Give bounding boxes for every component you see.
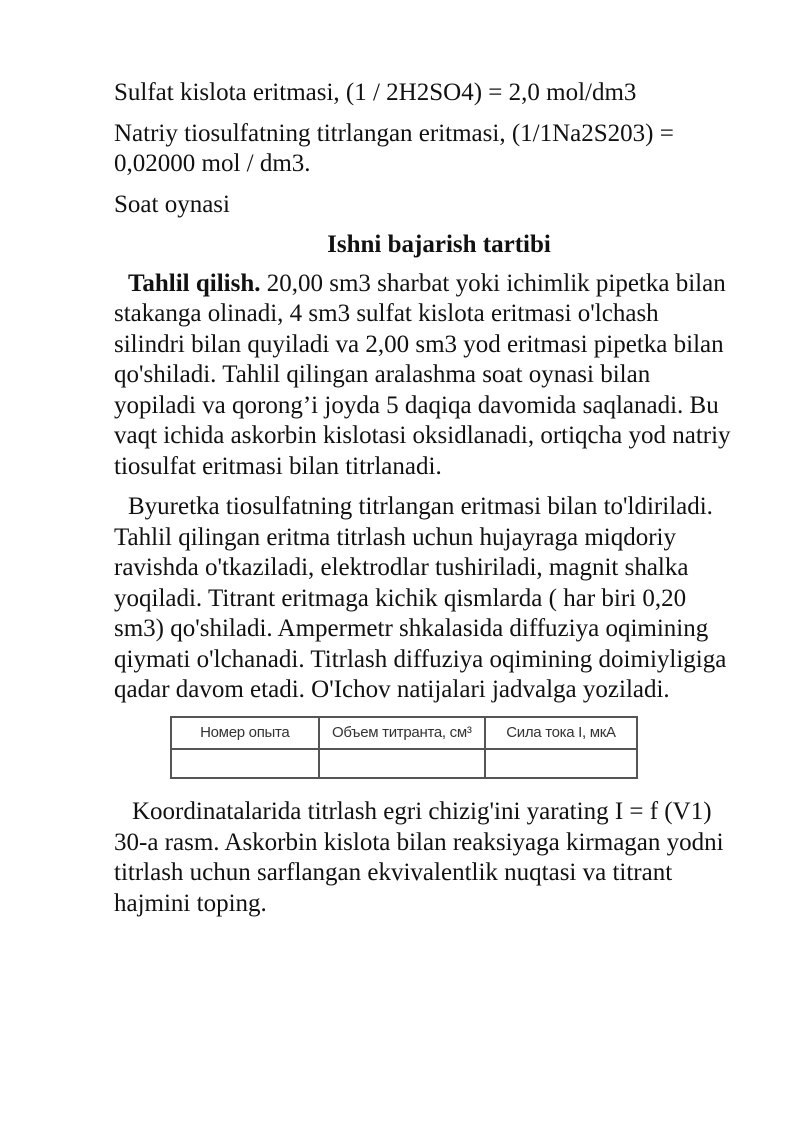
thiosulfate-line: Natriy tiosulfatning titrlangan eritmasi, (1/1Na2S203) = 0,02000 mol / dm3.	[114, 119, 674, 177]
burette-paragraph: Byuretka tiosulfatning titrlangan eritmasi bilan to'ldiriladi. Tahlil qilingan eritma titrlash uchun hujayraga miqdoriy ravishda o'tkaziladi, elektrodlar tushiriladi, magnit shalka yoqiladi. Titrant eritmaga kichik qismlarda ( har biri 0,20 sm3) qo'shiladi. Ampermetr shkalasida diffuziya oqimining qiymati o'lchanadi. Titrlash diffuziya oqimining doimiyligiga qadar davom etadi. O'Ichov natijalari jadvalga yoziladi.	[114, 493, 727, 703]
header-experiment-number: Номер опыта	[171, 717, 319, 750]
header-titrant-volume: Объем титранта, см³	[319, 717, 485, 750]
table-cell	[319, 749, 485, 778]
coordinates-paragraph: Koordinatalarida titrlash egri chizig'ini yarating I = f (V1) 30-a rasm. Askorbin kislota bilan reaksiyaga kirmagan yodni titrlash uchun sarflangan ekvivalentlik nuqtasi va titrant hajmini toping.	[114, 798, 724, 917]
table-cell	[171, 749, 319, 778]
table-header-row	[171, 717, 637, 750]
analysis-lead: Tahlil qilish.	[128, 269, 261, 297]
analysis-paragraph	[114, 269, 734, 483]
table-row	[171, 749, 637, 778]
results-table	[170, 716, 638, 780]
header-current: Сила тока I, мкА	[485, 717, 637, 750]
section-title: Ishni bajarish tartibi	[327, 231, 551, 258]
results-table-image	[170, 716, 638, 780]
document-page	[114, 78, 734, 929]
analysis-body: 20,00 sm3 sharbat yoki ichimlik pipetka bilan stakanga olinadi, 4 sm3 sulfat kislota eritmasi o'lchash silindri bilan quyiladi va 2,00 sm3 yod eritmasi pipetka bilan qo'shiladi. Tahlil qilingan aralashma soat oynasi bilan yopiladi va qorong’i joyda 5 daqiqa davomida saqlanadi. Bu vaqt ichida askorbin kislotasi oksidlanadi, ortiqcha yod natriy tiosulfat eritmasi bilan titrlanadi.	[114, 269, 731, 480]
watch-glass-line: Soat oynasi	[114, 190, 230, 218]
sulfuric-acid-line: Sulfat kislota eritmasi, (1 / 2H2SO4) = 2,0 mol/dm3	[114, 79, 637, 106]
table-cell	[485, 749, 637, 778]
